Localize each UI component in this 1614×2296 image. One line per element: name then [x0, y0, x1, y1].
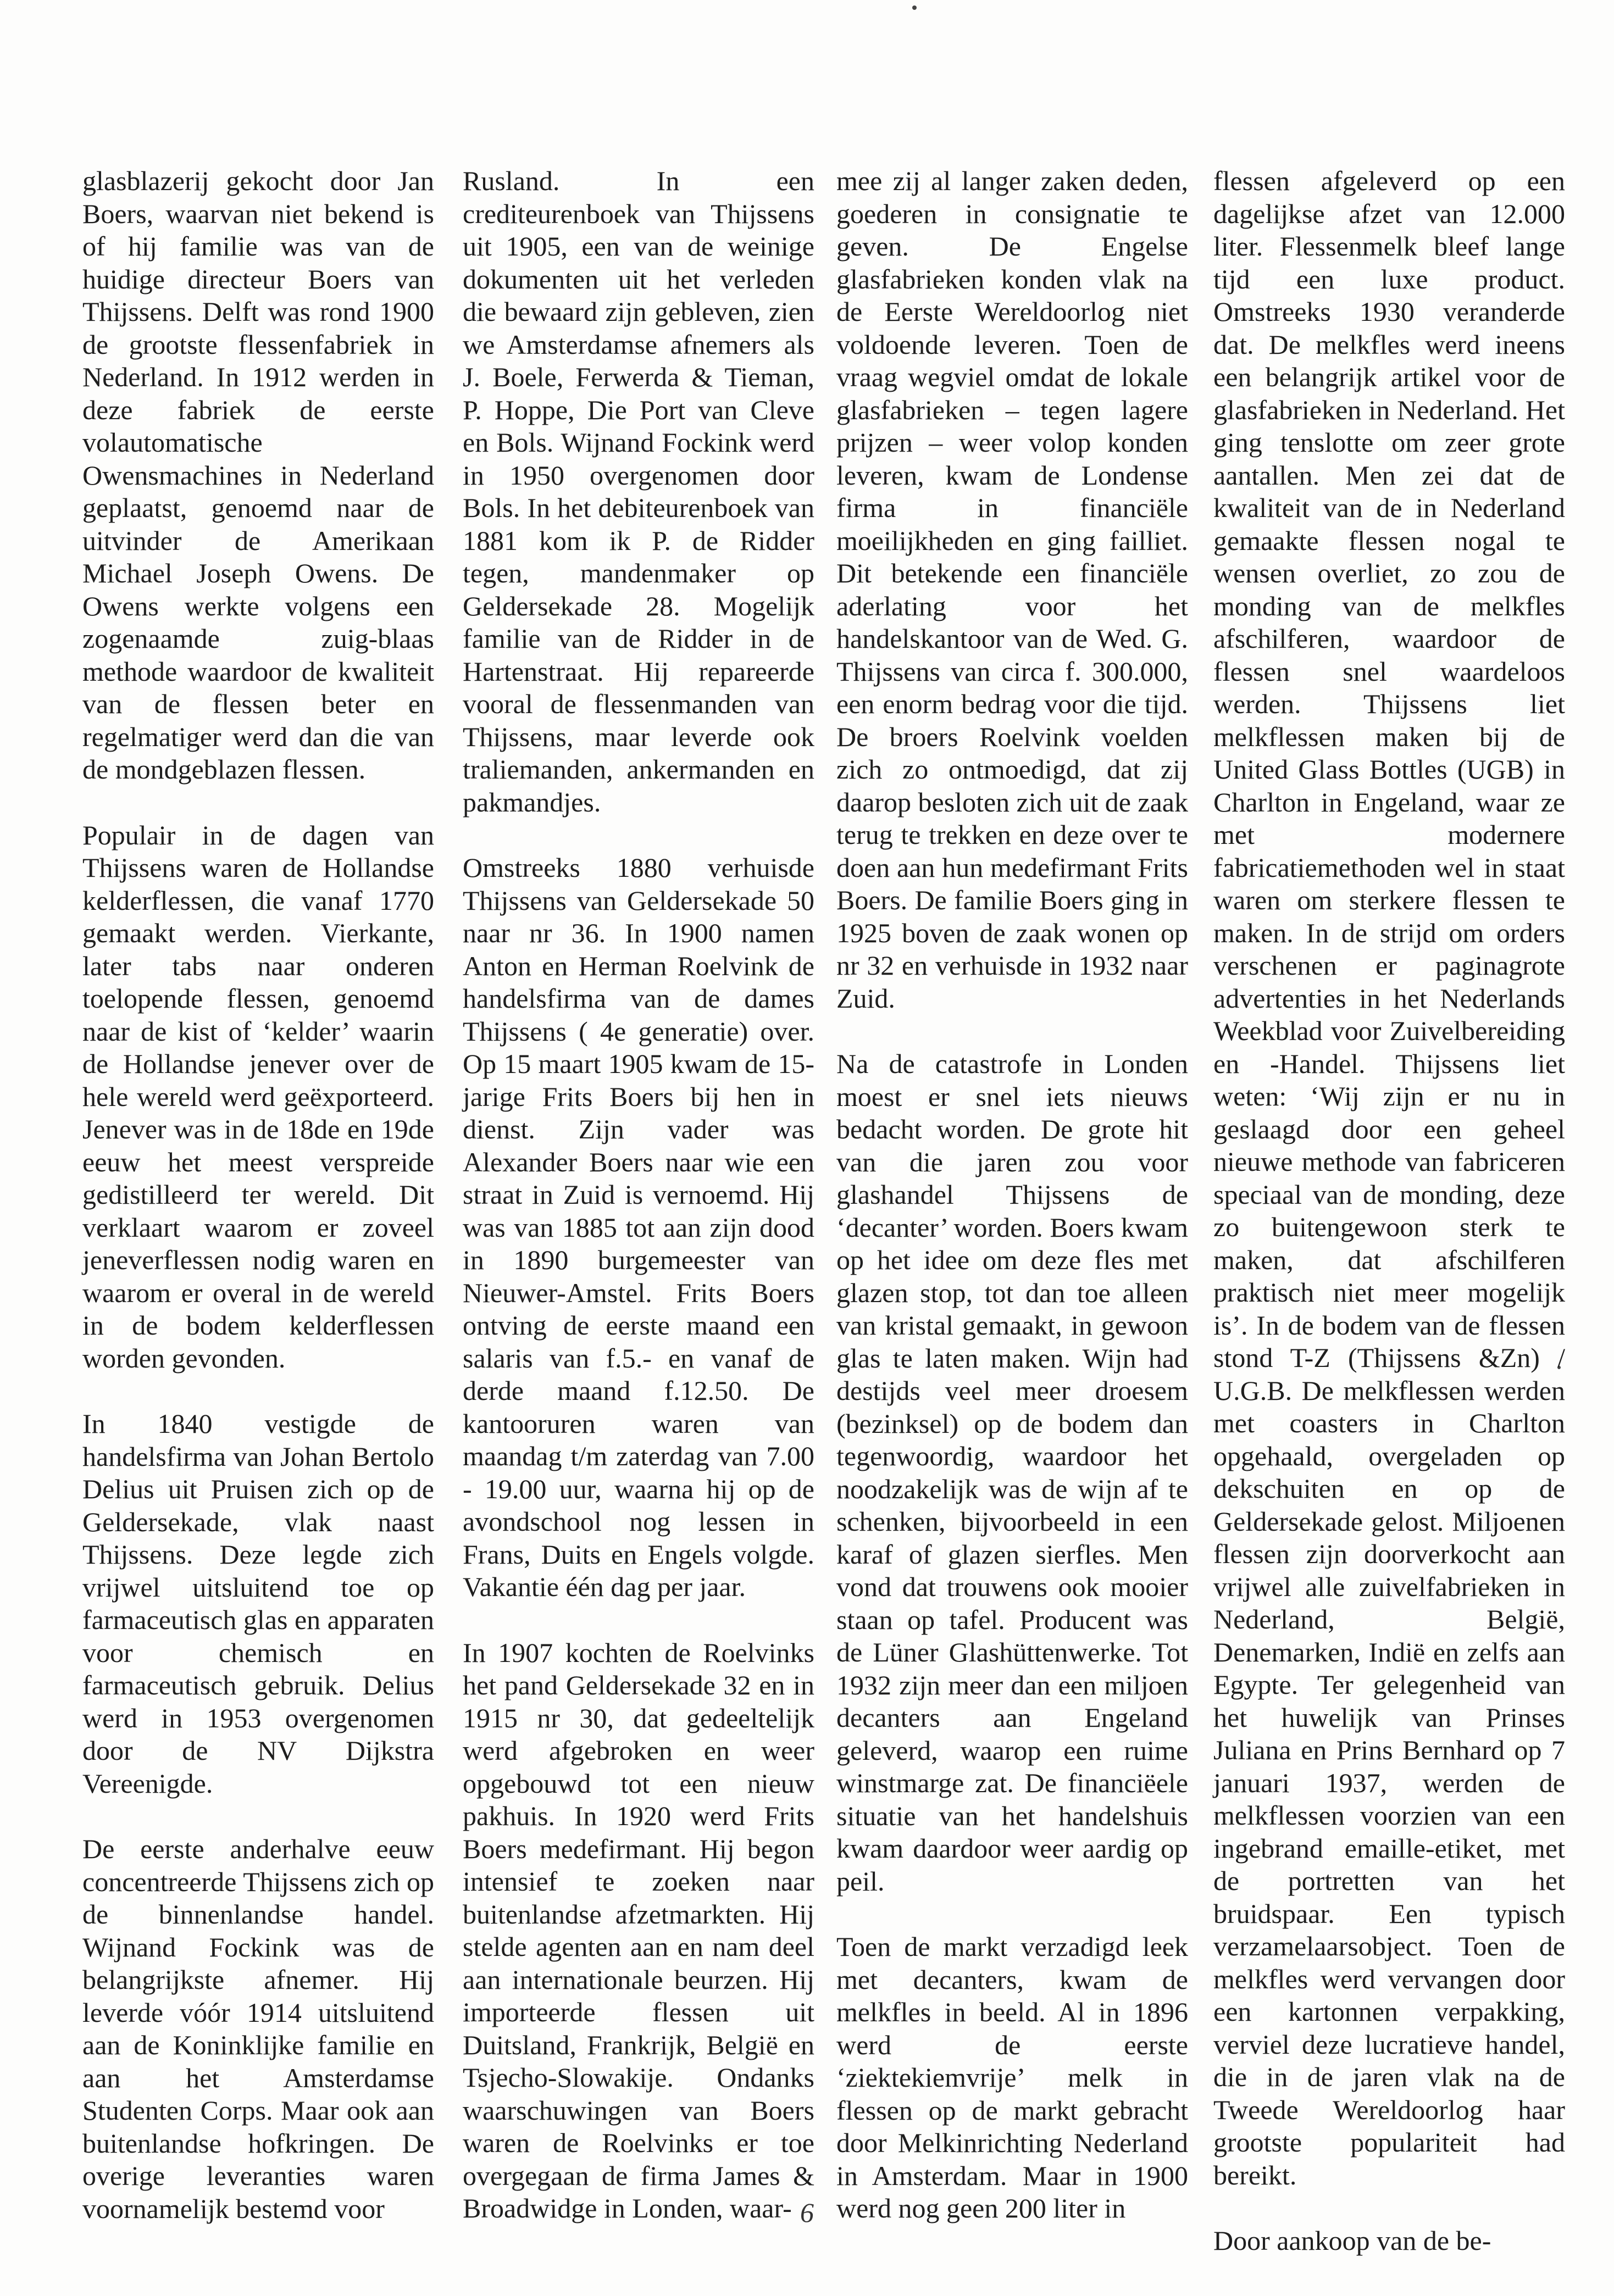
paragraph: In 1840 vestigde de handelsfirma van Johan Bertolo Delius uit Pruisen zich op de Geldersekade, vlak naast Thijssens. Deze legde zich vrijwel uitsluitend toe op farmaceutisch glas en apparaten voor chemisch en farmaceutisch gebruik. Delius werd in 1953 overgenomen door de NV Dijkstra Vereenigde.: [82, 1408, 434, 1799]
paragraph: glasblazerij gekocht door Jan Boers, waarvan niet bekend is of hij familie was van de huidige directeur Boers van Thijssens. Delft was rond 1900 de grootste flessenfabriek in Nederland. In 1912 werden in deze fabriek de eerste volautomatische Owensmachines in Nederland geplaatst, genoemd naar de uitvinder de Amerikaan Michael Joseph Owens. De Owens werkte volgens een zogenaamde zuig-blaas methode waardoor de kwaliteit van de flessen beter en regelmatiger werd dan die van de mondgeblazen flessen.: [82, 165, 434, 785]
paragraph: De eerste anderhalve eeuw concentreerde Thijssens zich op de binnenlandse handel. Wijnand Fockink was de belangrijkste afnemer. Hij leverde vóór 1914 uitsluitend aan de Koninklijke familie en aan het Amsterdamse Studenten Corps. Maar ook aan buitenlandse hofkringen. De overige leveranties waren voornamelijk bestemd voor: [82, 1833, 434, 2224]
paragraph: Na de catastrofe in Londen moest er snel iets nieuws bedacht worden. De grote hit van die jaren zou voor glashandel Thijssens de ‘decanter’ worden. Boers kwam op het idee om deze fles met glazen stop, tot dan toe alleen van kristal gemaakt, in gewoon glas te laten maken. Wijn had destijds veel meer droesem (bezinksel) op de bodem dan tegenwoordig, waardoor het noodzakelijk was de wijn af te schenken, bijvoorbeeld in een karaf of glazen sierfles. Men vond dat trouwens ook mooier staan op tafel. Producent was de Lüner Glashüttenwerke. Tot 1932 zijn meer dan een miljoen decanters aan Engeland geleverd, waarop een ruime winstmarge zat. De financiëele situatie van het handelshuis kwam daardoor weer aardig op peil.: [836, 1048, 1188, 1897]
text-column-3: [836, 165, 1188, 2258]
paragraph: Door aankoop van de be-: [1213, 2225, 1491, 2256]
paragraph: mee zij al langer zaken deden, goederen in consignatie te geven. De Engelse glasfabrieken konden vlak na de Eerste Wereldoorlog niet voldoende leveren. Toen de vraag wegviel omdat de lokale glasfabrieken – tegen lagere prijzen – weer volop konden leveren, kwam de Londense firma in financiële moeilijkheden en ging failliet. Dit betekende een financiële aderlating voor het handelskantoor van de Wed. G. Thijssens van circa f. 300.000, een enorm bedrag voor die tijd. De broers Roelvink voelden zich zo ontmoedigd, dat zij daarop besloten zich uit de zaak terug te trekken en deze over te doen aan hun medefirmant Frits Boers. De familie Boers ging in 1925 boven de zaak wonen op nr 32 en verhuisde in 1932 naar Zuid.: [836, 165, 1188, 1014]
paragraph: Toen de markt verzadigd leek met decanters, kwam de melkfles in beeld. Al in 1896 werd de eerste ‘ziektekiemvrije’ melk in flessen op de markt gebracht door Melkinrichting Nederland in Amsterdam. Maar in 1900 werd nog geen 200 liter in: [836, 1931, 1188, 2223]
text-column-1: [82, 165, 434, 2258]
paragraph: flessen afgeleverd op een dagelijkse afzet van 12.000 liter. Flessenmelk bleef lange tijd een luxe product. Omstreeks 1930 veranderde dat. De melkfles werd ineens een belangrijk artikel voor de glasfabrieken in Nederland. Het ging tenslotte om zeer grote aantallen. Men zei dat de kwaliteit van de in Nederland gemaakte flessen nogal te wensen overliet, zo zou de monding van de melkfles afschilferen, waardoor de flessen snel waardeloos werden. Thijssens liet melkflessen maken bij de United Glass Bottles (UGB) in Charlton in Engeland, waar ze met modernere fabricatiemethoden wel in staat waren om sterkere flessen te maken. In de strijd om orders verschenen er paginagrote advertenties in het Nederlands Weekblad voor Zuivelbereiding en -Handel. Thijssens liet weten: ‘Wij zijn er nu in geslaagd door een geheel nieuwe methode van fabriceren speciaal van de monding, deze zo buitengewoon sterk te maken, dat afschilferen praktisch niet meer mogelijk is’. In de bodem van de flessen stond T-Z (Thijssens &Zn) / U.G.B. De melkflessen werden met coasters in Charlton opgehaald, overgeladen op dekschuiten en op de Geldersekade gelost. Miljoenen flessen zijn doorverkocht aan vrijwel alle zuivelfabrieken in Nederland, België, Denemarken, Indië en zelfs aan Egypte. Ter gelegenheid van het huwelijk van Prinses Juliana en Prins Bernhard op 7 januari 1937, werden de melkflessen voorzien van een ingebrand emaille-etiket, met de portretten van het bruidspaar. Een typisch verzamelaarsobject. Toen de melkfles werd vervangen door een kartonnen verpakking, verviel deze lucratieve handel, die in de jaren vlak na de Tweede Wereldoorlog haar grootste populariteit had bereikt.: [1213, 165, 1565, 2191]
paragraph: Omstreeks 1880 verhuisde Thijssens van Geldersekade 50 naar nr 36. In 1900 namen Anton en Herman Roelvink de handelsfirma van de dames Thijssens ( 4e generatie) over. Op 15 maart 1905 kwam de 15-jarige Frits Boers bij hen in dienst. Zijn vader was Alexander Boers naar wie een straat in Zuid is vernoemd. Hij was van 1885 tot aan zijn dood in 1890 burgemeester van Nieuwer-Amstel. Frits Boers ontving de eerste maand een salaris van f.5.- en vanaf de derde maand f.12.50. De kantooruren waren van maandag t/m zaterdag van 7.00 - 19.00 uur, waarna hij op de avondschool nog lessen in Frans, Duits en Engels volgde. Vakantie één dag per jaar.: [463, 852, 814, 1602]
paragraph: Rusland. In een crediteurenboek van Thijssens uit 1905, een van de weinige dokumenten uit het verleden die bewaard zijn gebleven, zien we Amsterdamse afnemers als J. Boele, Ferwerda & Tieman, P. Hoppe, Die Port van Cleve en Bols. Wijnand Fockink werd in 1950 overgenomen door Bols. In het debiteurenboek van 1881 kom ik P. de Ridder tegen, mandenmaker op Geldersekade 28. Mogelijk familie van de Ridder in de Hartenstraat. Hij repareerde vooral de flessenmanden van Thijssens, maar leverde ook traliemanden, ankermanden en pakmandjes.: [463, 165, 814, 818]
page-number: 6: [800, 2197, 814, 2228]
paragraph: In 1907 kochten de Roelvinks het pand Geldersekade 32 en in 1915 nr 30, dat gedeeltelijk werd afgebroken en weer opgebouwd tot een nieuw pakhuis. In 1920 werd Frits Boers medefirmant. Hij begon intensief te zoeken naar buitenlandse afzetmarkten. Hij stelde agenten aan en nam deel aan internationale beurzen. Hij importeerde flessen uit Duitsland, Frankrijk, België en Tsjecho-Slowakije. Ondanks waarschuwingen van Boers waren de Roelvinks er toe overgegaan de firma James & Broadwidge in Londen, waar-: [463, 1637, 814, 2223]
paragraph: Populair in de dagen van Thijssens waren de Hollandse kelderflessen, die vanaf 1770 gemaakt werden. Vierkante, later tabs naar onderen toelopende flessen, genoemd naar de kist of ‘kelder’ waarin de Hollandse jenever over de hele wereld werd geëxporteerd. Jenever was in de 18de en 19de eeuw het meest verspreide gedistilleerd ter wereld. Dit verklaart waarom er zoveel jeneverflessen nodig waren en waarom er overal in de wereld in de bodem kelderflessen worden gevonden.: [82, 819, 434, 1374]
scan-speck: [912, 5, 917, 10]
text-column-2: [463, 165, 814, 2258]
text-column-4: [1213, 165, 1565, 2291]
